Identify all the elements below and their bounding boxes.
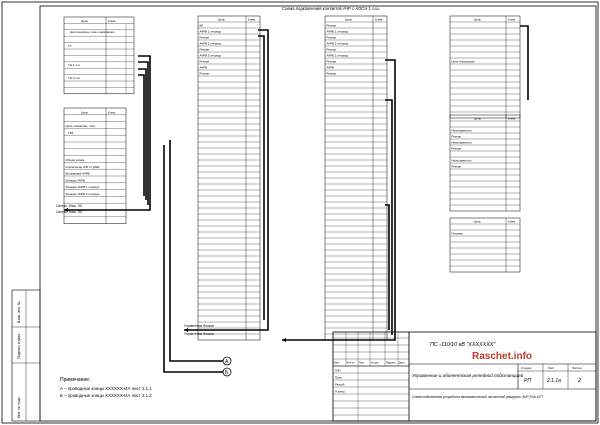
table-right-1-header-circuit: Цепь [474,17,482,22]
bottom-annotation-2: Управление блоков [184,332,214,336]
table-center-1-row-label: Резерв [199,59,209,64]
titleblock-name: Управление и абонентская релейной подстанцией [412,373,524,378]
table-center-1-row-label: АЧРВ [199,65,207,70]
note-1: А – проводные концы ХХХХХХ-ИА лист 2.1.1 [60,386,152,391]
table-right-3-header-terminal: Клем. [508,219,517,224]
titleblock-col-label: № док. [370,361,379,365]
table-right-3 [450,218,520,272]
marker-a [223,357,231,365]
title-block [333,332,596,421]
table-center-1 [198,16,260,340]
table-center-2-row-label: Резерв [326,23,336,28]
table-ac [64,17,134,94]
table-center-2-row-label: АЧРВ [326,65,334,70]
table-right-2-row-label: Неисправность [451,128,473,133]
table-center-1-row-label: АЧРВ 3 очередь [199,53,222,58]
table-dc-header-terminal: Клем. [108,110,117,115]
table-right-2-header-terminal: Клем. [508,116,517,121]
marker-b-label: Б [225,370,229,376]
table-dc-row-label: Блокировка АЧРВ [65,171,90,176]
table-dc-row-label: Функции АЧРВ 2 очередь [65,192,100,196]
table-dc-row-label: Отключение АЧР от ДЗШ [65,164,100,169]
table-right-2-row-label: Неисправность [451,158,473,163]
wire-12 [520,26,528,100]
table-center-1-header-terminal: Клем. [248,17,257,22]
sheet-title: Схема подключения контактов АЧР с АОСН 1 с.ш. [282,6,380,11]
marker-a-label: А [225,359,229,365]
table-center-2-row-label: Резерв [326,47,336,52]
left-margin-stamp [12,290,40,421]
wire-7 [184,30,268,330]
table-dc-row-label: Цепи оперативн. тока [65,124,95,128]
titleblock-sheets-label: Листов [572,366,582,370]
table-center-1-row-label: АЧРВ 1 очередь [199,29,222,34]
table-center-1-row-label: АЧРВ 2 очередь [199,41,222,46]
table-right-2-row-label: Неисправность [451,140,473,145]
table-ac-section: Цепи переменн. тока и напряжения [70,31,115,34]
titleblock-sheets-no: 2 [578,378,581,384]
table-center-2-row-label: АЧРВ 2 очередь [326,41,349,46]
wire-arrow [282,338,286,342]
table-dc-header-circuit: Цепь [81,110,89,115]
table-center-2 [325,16,387,340]
titleblock-col-label: Дата [398,361,405,365]
titleblock-code: ПС -110/10 кВ "ХХХХХХХ" [430,342,496,348]
table-center-2-row-label: Резерв [326,71,336,76]
table-right-2 [450,115,520,211]
titleblock-stage-label: Стадия [521,366,532,370]
table-dc-row-label: Функции АЧРВ [65,178,86,183]
bottom-annotation-1: Управление блоков [184,324,214,328]
wire-6 [164,145,223,372]
table-ac-header-circuit: Цепь [81,19,89,23]
table-ac-group: ТН 2 с.ш. [68,76,81,80]
notes-title: Примечание: [60,377,91,383]
table-center-2-row-label: АЧРВ 3 очередь [326,53,349,58]
table-center-1-row-label: Резерв [199,47,209,52]
table-ac-group: ТН 1 с.ш. [68,63,81,67]
table-dc-row-label: Общая шинка [65,158,85,162]
table-right-3-row-label: Питание [451,231,463,236]
titleblock-sheet-title: Схема подключения устройств автоматической частотной разгрузки. АЧР-РЗА-ОЛТ [412,395,544,399]
titleblock-stage: РП [524,378,531,384]
table-center-1-row-label: Резерв [199,35,209,40]
table-center-2-row-label: Резерв [326,59,336,64]
titleblock-col-label: Подпись [385,361,396,365]
table-dc-row-label: Функции АЧРВ 1 очередь [65,185,100,190]
table-center-1-row-label: ВЛ [199,23,204,28]
table-center-1-header-circuit: Цепь [218,17,226,22]
table-right-1 [450,16,520,118]
table-right-3-header-circuit: Цепь [474,219,482,224]
titleblock-sheet-label: Лист [548,366,555,370]
table-center-2-row-label: АЧРВ 1 очередь [326,29,349,34]
titleblock-role: Разраб. [335,382,346,387]
margin-label-2: Подпись и дата [17,333,21,359]
titleblock-col-label: Изм. [333,361,340,365]
titleblock-watermark: Raschet.info [472,351,533,362]
marker-b [223,368,231,376]
wire-4 [138,75,144,196]
titleblock-role: ГИП [335,368,341,373]
terminal-tables [64,16,520,340]
titleblock-col-label: Лист [358,361,365,365]
table-dc-group: ТБ1 [68,131,74,135]
margin-label-1: Инв. № подл. [17,396,21,418]
table-center-2-header-terminal: Клем. [375,17,384,22]
table-right-1-header-terminal: Клем. [508,17,517,22]
titleblock-sheet-no: 2.1.1а [547,378,561,384]
left-annotation-2: Сигнал. блок. ЛО [56,210,83,214]
table-ac-header-terminal: Клем. [108,19,117,23]
table-right-2-header-circuit: Цепь [474,116,482,121]
note-2: Б – проводные концы ХХХХХХ-ИА лист 2.1.2 [60,393,152,398]
table-center-2-row-label: Резерв [326,35,336,40]
table-right-2-row-label: Резерв [451,134,461,139]
table-center-1-row-label: Резерв [199,71,209,76]
margin-label-3: Взам. инв. № [17,301,21,323]
left-annotation-1: Сигнал. блок. ЛО [56,204,83,208]
titleblock-role: Пров. [335,375,343,380]
table-right-2-row-label: Резерв [451,146,461,151]
table-right-1-row-label: Цепи блокировки [451,59,475,64]
titleblock-col-label: Кол.уч. [346,361,356,365]
titleblock-role: Н.контр. [335,389,346,394]
table-right-2-row-label: Резерв [451,164,461,169]
table-ac-group: ТТ [68,44,72,48]
table-center-2-header-circuit: Цепь [345,17,353,22]
